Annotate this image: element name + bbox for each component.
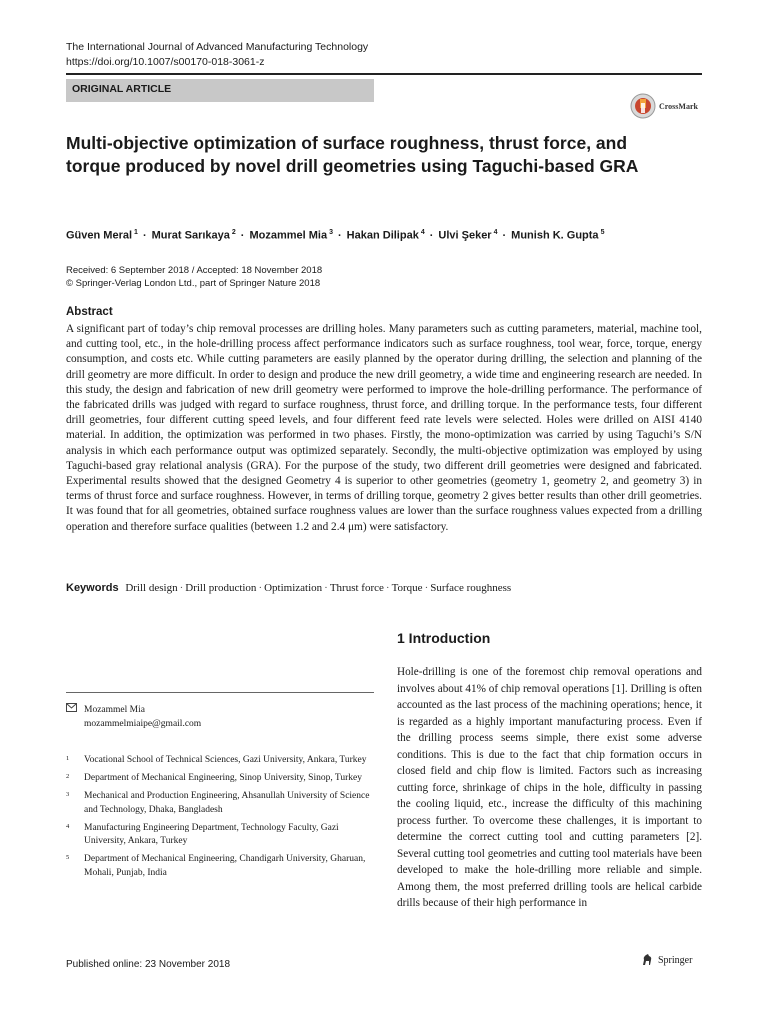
author-affiliation-number: 4 <box>493 229 498 236</box>
keyword: Drill design <box>125 582 178 594</box>
springer-horse-icon <box>640 953 654 967</box>
keywords-label: Keywords <box>66 582 119 594</box>
copyright-line <box>66 277 322 290</box>
footnote-rule <box>66 692 374 693</box>
author-affiliation-number: 5 <box>600 229 605 236</box>
journal-header <box>66 40 368 70</box>
author-name[interactable]: Ulvi Şeker <box>438 229 492 242</box>
doi-link[interactable]: https://doi.org/10.1007/s00170-018-3061-z <box>66 56 265 68</box>
keyword-separator: · <box>179 582 184 594</box>
journal-name: The International Journal of Advanced Manufacturing Technology <box>66 41 369 53</box>
keyword-list <box>125 582 511 594</box>
crossmark-icon <box>630 93 656 119</box>
author-name[interactable]: Mozammel Mia <box>249 229 328 242</box>
keyword-separator: · <box>324 582 328 594</box>
author-affiliation-number: 2 <box>231 229 236 236</box>
author-separator: · <box>142 229 147 242</box>
correspondence <box>66 703 201 731</box>
keyword: Surface roughness <box>430 582 512 594</box>
author-name[interactable]: Murat Sarıkaya <box>151 229 230 242</box>
author-name[interactable]: Munish K. Gupta <box>511 229 599 242</box>
keyword: Drill production <box>185 582 257 594</box>
abstract-heading: Abstract <box>66 306 113 318</box>
introduction-heading: 1 Introduction <box>397 630 491 646</box>
keyword-separator: · <box>258 582 263 594</box>
article-title: Multi-objective optimization of surface roughness, thrust force, and torque produced by novel drill geometries using Taguchi-based GRA <box>66 133 639 176</box>
affiliation <box>66 853 376 880</box>
header-rule <box>66 73 702 75</box>
author-affiliation-number: 4 <box>420 229 425 236</box>
author-separator: · <box>338 229 342 242</box>
publisher-name: Springer <box>658 954 693 966</box>
affiliation <box>66 822 376 849</box>
author-name[interactable]: Hakan Dilipak <box>346 229 419 242</box>
copyright-icon: © <box>66 278 73 289</box>
author-affiliation-number: 3 <box>329 229 333 236</box>
affiliations <box>66 754 376 885</box>
affiliation-text: Manufacturing Engineering Department, Technology Faculty, Gazi University, Ankara, Turkey <box>84 822 339 846</box>
affiliation-text: Vocational School of Technical Sciences, Gazi University, Ankara, Turkey <box>84 755 367 765</box>
crossmark-label: CrossMark <box>659 101 698 111</box>
keyword-separator: · <box>385 582 390 594</box>
received-accepted: Received: 6 September 2018 / Accepted: 18 November 2018 <box>66 265 323 276</box>
copyright-text: Springer-Verlag London Ltd., part of Springer Nature 2018 <box>75 278 321 289</box>
article-dates <box>66 264 322 290</box>
correspondence-email[interactable]: mozammelmiaipe@gmail.com <box>84 719 202 729</box>
affiliation-text: Mechanical and Production Engineering, Ahsanullah University of Science and Technology, Dhaka, Bangladesh <box>84 791 370 815</box>
affiliation-number: 4 <box>66 822 70 830</box>
affiliation <box>66 754 376 768</box>
keywords <box>66 582 511 594</box>
affiliation-number: 5 <box>66 854 70 861</box>
affiliation-number: 1 <box>66 755 70 762</box>
author-name[interactable]: Güven Meral <box>66 229 133 242</box>
correspondence-name: Mozammel Mia <box>84 705 145 715</box>
author-affiliation-number: 1 <box>134 229 138 236</box>
affiliation <box>66 772 376 786</box>
affiliation-number: 2 <box>66 773 70 780</box>
crossmark-button[interactable] <box>630 93 698 119</box>
affiliation-text: Department of Mechanical Engineering, Chandigarh University, Gharuan, Mohali, Punjab, India <box>84 854 366 878</box>
keyword: Torque <box>391 582 423 594</box>
affiliation <box>66 790 376 817</box>
author-list <box>66 226 706 243</box>
affiliation-text: Department of Mechanical Engineering, Sinop University, Sinop, Turkey <box>84 773 363 783</box>
keyword: Optimization <box>264 582 323 594</box>
author-separator: · <box>240 229 245 242</box>
affiliation-number: 3 <box>66 791 70 798</box>
keyword-separator: · <box>424 582 429 594</box>
abstract-text: A significant part of today’s chip removal processes are drilling holes. Many parameters such as cutting parameters, material, machine tool, and cutting tool, etc., in the hole-drilling process affect performance indicators such as surface roughness, tool wear, force, torque, energy consumption, and costs etc. While cutting parameters are easily planned by the operator during drilling, the selection and planning of the drill geometry are more difficult. In order to design and produce the new drill geometry, a wide time and engineering research are needed. In this study, the design and fabrication of new drill geometry were performed to improve the hole-drilling performance. The performance of the fabricated drills was judged with regard to surface roughness, thrust force, and drilling torque. In the performance tests, four different drill geometries, four different cutting speed levels, and four different feed rate levels were selected. Holes were drilled on AISI 4140 material. In addition, the optimization was performed in two phases. Firstly, the mono-optimization was carried by using Taguchi’s S/N analysis in which each performance output was optimized separately. Secondly, the multi-objective optimization was employed by using Taguchi-based gray relational analysis (GRA). For the purpose of the study, two different drill geometries were designed and fabricated. Experimental results showed that the designed Geometry 4 is superior to other geometries (geometry 1, geometry 2, and geometry 3) in terms of thrust force and surface roughness. However, in terms of drilling torque, geometry 2 gives better results than other drill geometries. It was found that for all geometries, obtained surface roughness values are lower than the surface roughness values expected from a drilling operation and therefore surface qualities (between 1.2 and 2.4 μm) were satisfactory. <box>66 323 702 533</box>
keyword: Thrust force <box>329 582 384 594</box>
author-separator: · <box>429 229 434 242</box>
introduction-text: Hole-drilling is one of the foremost chip removal operations and involves about 41% of chip removal operations [1]. Drilling is often accounted as the last process of the machining operations; hence, it is regarded as a highly important manufacturing process. Even if the drilling process seems simple, there exist some adverse conditions. This is due to the fact that chip formation occurs in closed field and chip flow is limited. Factors such as increasing cutting force, shrinkage of chips in the hole, difficulty in passing the cooling liquid, etc., increase the difficulty of this machining process further. To overcome these challenges, it is important to determine the correct cutting tool and cutting parameters [2]. Several cutting tool geometries and cutting tool materials have been developed to make the hole-drilling more reliable and simple. Among them, the most preferred drilling tools are helical carbide drills because of their high performance in <box>397 666 702 909</box>
published-date: Published online: 23 November 2018 <box>66 959 230 970</box>
article-type-badge: ORIGINAL ARTICLE <box>66 79 374 102</box>
publisher-logo <box>640 953 692 967</box>
envelope-icon <box>66 703 84 731</box>
author-separator: · <box>502 229 507 242</box>
